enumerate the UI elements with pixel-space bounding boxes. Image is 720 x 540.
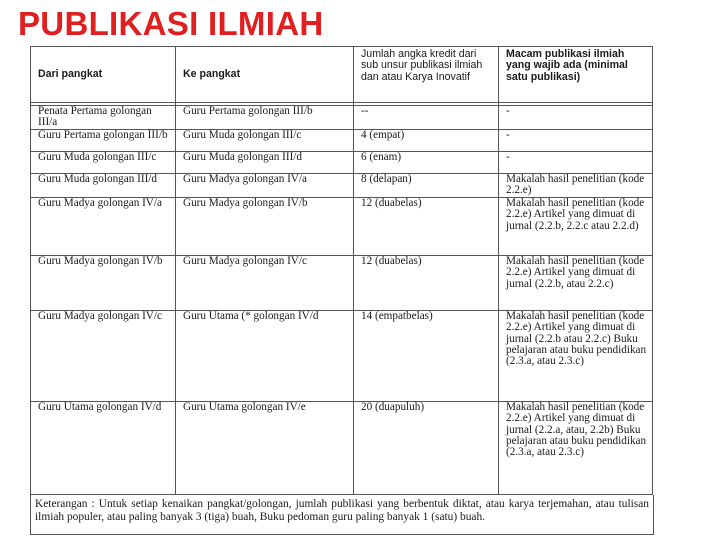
cell-credit: 12 (duabelas) — [354, 255, 499, 310]
cell-from: Guru Muda golongan III/c — [31, 152, 176, 174]
cell-from: Guru Pertama golongan III/b — [31, 130, 176, 152]
table-row — [31, 401, 653, 494]
cell-to: Guru Utama golongan IV/e — [176, 401, 354, 494]
cell-credit: -- — [354, 106, 499, 130]
cell-publications: - — [499, 106, 653, 130]
cell-publications: Makalah hasil penelitian (kode 2.2.e) Artikel yang dimuat di jurnal (2.2.b atau 2.2.c) Buku pelajaran atau buku pendidikan (2.3.a, atau 2.3.c) — [499, 310, 653, 401]
credit-table — [30, 46, 653, 495]
cell-credit: 20 (duapuluh) — [354, 401, 499, 494]
table-row — [31, 310, 653, 401]
header-to: Ke pangkat — [176, 47, 354, 103]
cell-to: Guru Pertama golongan III/b — [176, 106, 354, 130]
cell-from: Penata Pertama golongan III/a — [31, 106, 176, 130]
cell-to: Guru Muda golongan III/c — [176, 130, 354, 152]
table-row — [31, 197, 653, 255]
cell-to: Guru Madya golongan IV/b — [176, 197, 354, 255]
cell-credit: 14 (empatbelas) — [354, 310, 499, 401]
document-scan — [30, 46, 654, 538]
cell-from: Guru Madya golongan IV/c — [31, 310, 176, 401]
cell-from: Guru Muda golongan III/d — [31, 174, 176, 198]
cell-credit: 4 (empat) — [354, 130, 499, 152]
table-row — [31, 130, 653, 152]
table-header-row — [31, 47, 653, 103]
cell-credit: 6 (enam) — [354, 152, 499, 174]
cell-to: Guru Madya golongan IV/a — [176, 174, 354, 198]
cell-to: Guru Utama (* golongan IV/d — [176, 310, 354, 401]
cell-publications: Makalah hasil penelitian (kode 2.2.e) Artikel yang dimuat di jurnal (2.2.a, atau, 2.2b) Buku pelajaran atau buku pendidikan (2.3.a, atau 2.3.c) — [499, 401, 653, 494]
cell-credit: 8 (delapan) — [354, 174, 499, 198]
header-credit: Jumlah angka kredit dari sub unsur publikasi ilmiah dan atau Karya Inovatif — [354, 47, 499, 103]
table-row — [31, 106, 653, 130]
cell-publications: Makalah hasil penelitian (kode 2.2.e) Artikel yang dimuat di jurnal (2.2.b, 2.2.c atau 2.2.d) — [499, 197, 653, 255]
cell-from: Guru Utama golongan IV/d — [31, 401, 176, 494]
cell-publications: - — [499, 130, 653, 152]
cell-from: Guru Madya golongan IV/b — [31, 255, 176, 310]
cell-publications: Makalah hasil penelitian (kode 2.2.e) Artikel yang dimuat di jurnal (2.2.b, atau 2.2.c) — [499, 255, 653, 310]
cell-to: Guru Madya golongan IV/c — [176, 255, 354, 310]
cell-publications: Makalah hasil penelitian (kode 2.2.e) — [499, 174, 653, 198]
page-title: PUBLIKASI ILMIAH — [18, 5, 324, 42]
table-row — [31, 174, 653, 198]
header-from: Dari pangkat — [31, 47, 176, 103]
header-publications: Macam publikasi ilmiah yang wajib ada (minimal satu publikasi) — [499, 47, 653, 103]
cell-to: Guru Muda golongan III/d — [176, 152, 354, 174]
cell-credit: 12 (duabelas) — [354, 197, 499, 255]
table-row — [31, 152, 653, 174]
footnote-keterangan: Keterangan : Untuk setiap kenaikan pangkat/golongan, jumlah publikasi yang berbentuk diktat, atau karya terjemahan, atau tulisan ilmiah populer, atau paling banyak 3 (tiga) buah, Buku pedoman guru paling banyak 1 (satu) buah. — [30, 495, 654, 535]
cell-from: Guru Madya golongan IV/a — [31, 197, 176, 255]
cell-publications: - — [499, 152, 653, 174]
table-row — [31, 255, 653, 310]
